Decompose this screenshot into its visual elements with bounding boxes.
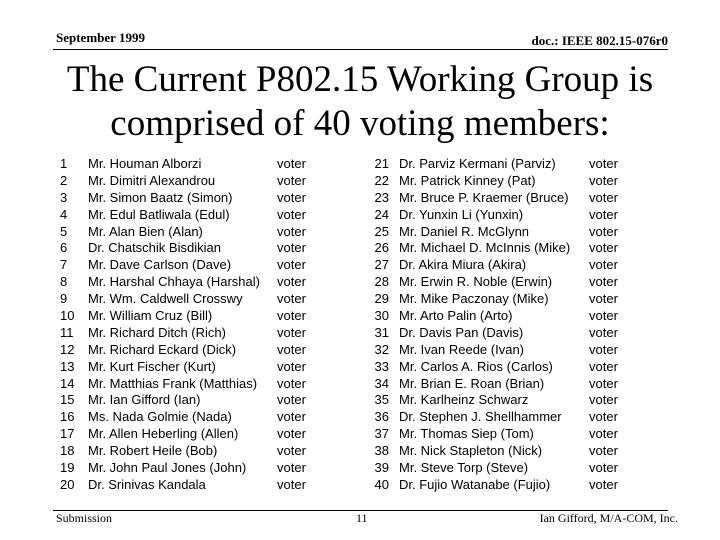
member-role: voter xyxy=(589,223,618,239)
member-role: voter xyxy=(589,426,618,442)
member-number: 16 xyxy=(60,409,75,425)
header-rule xyxy=(53,49,668,50)
member-name: Mr. Robert Heile (Bob) xyxy=(88,443,218,459)
member-role: voter xyxy=(589,189,618,205)
member-row xyxy=(370,224,626,241)
member-role: voter xyxy=(277,375,306,391)
member-role: voter xyxy=(277,257,306,273)
footer-submission: Submission xyxy=(56,511,113,525)
member-role: voter xyxy=(277,156,306,171)
member-row xyxy=(60,325,320,342)
member-row xyxy=(60,207,320,224)
member-name: Mr. William Cruz (Bill) xyxy=(88,308,213,324)
title-line-2: comprised of 40 voting members: xyxy=(110,103,610,144)
member-number: 17 xyxy=(60,426,75,442)
member-number: 28 xyxy=(374,274,389,290)
member-name: Mr. Harshal Chhaya (Harshal) xyxy=(88,274,260,290)
member-name: Dr. Davis Pan (Davis) xyxy=(399,324,524,340)
member-role: voter xyxy=(277,443,306,459)
member-number: 30 xyxy=(374,308,389,324)
member-name: Dr. Parviz Kermani (Parviz) xyxy=(399,156,556,171)
member-row xyxy=(370,308,626,325)
member-list-left xyxy=(60,156,320,494)
member-number: 2 xyxy=(60,172,68,188)
member-name: Mr. Richard Ditch (Rich) xyxy=(88,324,226,340)
member-name: Dr. Stephen J. Shellhammer xyxy=(399,409,562,425)
member-row xyxy=(60,224,320,241)
member-role: voter xyxy=(277,409,306,425)
member-number: 23 xyxy=(374,189,389,205)
member-role: voter xyxy=(589,443,618,459)
member-role: voter xyxy=(589,206,618,222)
member-name: Mr. Michael D. McInnis (Mike) xyxy=(399,240,571,256)
member-name: Dr. Chatschik Bisdikian xyxy=(88,240,221,256)
member-row xyxy=(370,274,626,291)
member-name: Mr. Brian E. Roan (Brian) xyxy=(399,375,545,391)
member-row xyxy=(370,240,626,257)
member-role: voter xyxy=(277,476,306,492)
member-number: 13 xyxy=(60,358,75,374)
member-role: voter xyxy=(589,409,618,425)
member-number: 24 xyxy=(374,206,389,222)
member-name: Mr. Bruce P. Kraemer (Bruce) xyxy=(399,189,569,205)
member-row xyxy=(370,156,626,173)
member-row xyxy=(370,257,626,274)
member-number: 29 xyxy=(374,291,389,307)
member-number: 26 xyxy=(374,240,389,256)
member-name: Mr. Ian Gifford (Ian) xyxy=(88,392,201,408)
member-name: Mr. Patrick Kinney (Pat) xyxy=(399,172,536,188)
member-row xyxy=(60,291,320,308)
member-number: 22 xyxy=(374,172,389,188)
member-name: Mr. Allen Heberling (Allen) xyxy=(88,426,239,442)
member-role: voter xyxy=(589,291,618,307)
footer-author: Ian Gifford, M/A-COM, Inc. xyxy=(539,511,678,525)
member-role: voter xyxy=(277,392,306,408)
member-name: Dr. Yunxin Li (Yunxin) xyxy=(399,206,524,222)
member-role: voter xyxy=(589,358,618,374)
member-role: voter xyxy=(589,392,618,408)
header-doc-id: doc.: IEEE 802.15-076r0 xyxy=(531,33,668,48)
member-row xyxy=(370,173,626,190)
member-number: 36 xyxy=(374,409,389,425)
member-number: 11 xyxy=(60,324,74,340)
member-row xyxy=(60,190,320,207)
member-role: voter xyxy=(277,189,306,205)
member-number: 12 xyxy=(60,341,75,357)
member-role: voter xyxy=(589,324,618,340)
member-number: 19 xyxy=(60,460,75,476)
member-row xyxy=(60,342,320,359)
member-number: 37 xyxy=(374,426,389,442)
member-row xyxy=(60,409,320,426)
member-name: Mr. Wm. Caldwell Crosswy xyxy=(88,291,243,307)
member-name: Mr. Nick Stapleton (Nick) xyxy=(399,443,543,459)
title-line-1: The Current P802.15 Working Group is xyxy=(66,59,654,100)
member-role: voter xyxy=(277,172,306,188)
member-row xyxy=(60,274,320,291)
member-row xyxy=(370,376,626,393)
member-row xyxy=(370,291,626,308)
member-row xyxy=(370,190,626,207)
member-name: Mr. Dimitri Alexandrou xyxy=(88,172,216,188)
member-name: Mr. Kurt Fischer (Kurt) xyxy=(88,358,216,374)
member-number: 4 xyxy=(60,206,68,222)
member-number: 15 xyxy=(60,392,75,408)
member-name: Mr. Matthias Frank (Matthias) xyxy=(88,375,258,391)
member-name: Mr. Mike Paczonay (Mike) xyxy=(399,291,549,307)
member-role: voter xyxy=(589,476,618,492)
member-name: Mr. Simon Baatz (Simon) xyxy=(88,189,233,205)
member-row xyxy=(370,477,626,494)
member-number: 1 xyxy=(60,156,68,171)
member-row xyxy=(60,460,320,477)
member-number: 34 xyxy=(374,375,389,391)
member-number: 35 xyxy=(374,392,389,408)
member-number: 39 xyxy=(374,460,389,476)
member-role: voter xyxy=(589,172,618,188)
member-name: Mr. Erwin R. Noble (Erwin) xyxy=(399,274,553,290)
member-role: voter xyxy=(277,324,306,340)
member-number: 5 xyxy=(60,223,68,239)
member-number: 20 xyxy=(60,476,75,492)
member-number: 31 xyxy=(374,324,389,340)
member-row xyxy=(370,443,626,460)
member-name: Mr. John Paul Jones (John) xyxy=(88,460,247,476)
member-name: Mr. Alan Bien (Alan) xyxy=(88,223,203,239)
member-name: Mr. Edul Batliwala (Edul) xyxy=(88,206,230,222)
member-number: 38 xyxy=(374,443,389,459)
member-role: voter xyxy=(589,240,618,256)
footer-page-number: 11 xyxy=(356,511,368,525)
member-role: voter xyxy=(589,274,618,290)
member-number: 3 xyxy=(60,189,68,205)
member-role: voter xyxy=(277,206,306,222)
member-name: Mr. Karlheinz Schwarz xyxy=(399,392,529,408)
member-role: voter xyxy=(277,308,306,324)
member-name: Mr. Dave Carlson (Dave) xyxy=(88,257,232,273)
member-name: Ms. Nada Golmie (Nada) xyxy=(88,409,232,425)
member-role: voter xyxy=(277,460,306,476)
slide-title xyxy=(40,58,680,146)
member-row xyxy=(370,207,626,224)
member-name: Mr. Arto Palin (Arto) xyxy=(399,308,513,324)
header-date: September 1999 xyxy=(56,30,145,45)
member-row xyxy=(60,308,320,325)
member-name: Dr. Fujio Watanabe (Fujio) xyxy=(399,476,551,492)
member-name: Mr. Ivan Reede (Ivan) xyxy=(399,341,524,357)
member-number: 6 xyxy=(60,240,68,256)
member-number: 33 xyxy=(374,358,389,374)
member-row xyxy=(370,359,626,376)
member-row xyxy=(60,156,320,173)
member-role: voter xyxy=(589,257,618,273)
member-row xyxy=(370,325,626,342)
member-row xyxy=(370,460,626,477)
member-row xyxy=(60,426,320,443)
member-role: voter xyxy=(589,308,618,324)
member-name: Mr. Steve Torp (Steve) xyxy=(399,460,529,476)
member-number: 40 xyxy=(374,476,389,492)
member-number: 25 xyxy=(374,223,389,239)
member-row xyxy=(60,240,320,257)
member-row xyxy=(370,392,626,409)
member-number: 27 xyxy=(374,257,389,273)
member-name: Mr. Daniel R. McGlynn xyxy=(399,223,530,239)
member-row xyxy=(60,359,320,376)
member-role: voter xyxy=(589,375,618,391)
member-role: voter xyxy=(277,274,306,290)
member-row xyxy=(60,477,320,494)
member-name: Dr. Srinivas Kandala xyxy=(88,476,206,492)
member-role: voter xyxy=(277,291,306,307)
member-role: voter xyxy=(589,341,618,357)
member-row xyxy=(60,376,320,393)
member-role: voter xyxy=(277,223,306,239)
member-role: voter xyxy=(277,341,306,357)
member-role: voter xyxy=(589,460,618,476)
member-number: 32 xyxy=(374,341,389,357)
member-role: voter xyxy=(589,156,618,171)
member-number: 7 xyxy=(60,257,68,273)
member-role: voter xyxy=(277,240,306,256)
member-row xyxy=(370,342,626,359)
member-role: voter xyxy=(277,426,306,442)
member-name: Mr. Richard Eckard (Dick) xyxy=(88,341,237,357)
member-row xyxy=(60,392,320,409)
member-name: Mr. Thomas Siep (Tom) xyxy=(399,426,534,442)
member-number: 9 xyxy=(60,291,68,307)
member-row xyxy=(60,443,320,460)
member-name: Mr. Houman Alborzi xyxy=(88,156,202,171)
member-name: Mr. Carlos A. Rios (Carlos) xyxy=(399,358,553,374)
member-row xyxy=(60,257,320,274)
member-number: 10 xyxy=(60,308,75,324)
member-number: 21 xyxy=(374,156,389,171)
member-number: 18 xyxy=(60,443,75,459)
member-row xyxy=(60,173,320,190)
member-role: voter xyxy=(277,358,306,374)
member-number: 14 xyxy=(60,375,75,391)
member-row xyxy=(370,426,626,443)
member-list-right xyxy=(370,156,626,494)
member-name: Dr. Akira Miura (Akira) xyxy=(399,257,527,273)
member-number: 8 xyxy=(60,274,68,290)
member-row xyxy=(370,409,626,426)
